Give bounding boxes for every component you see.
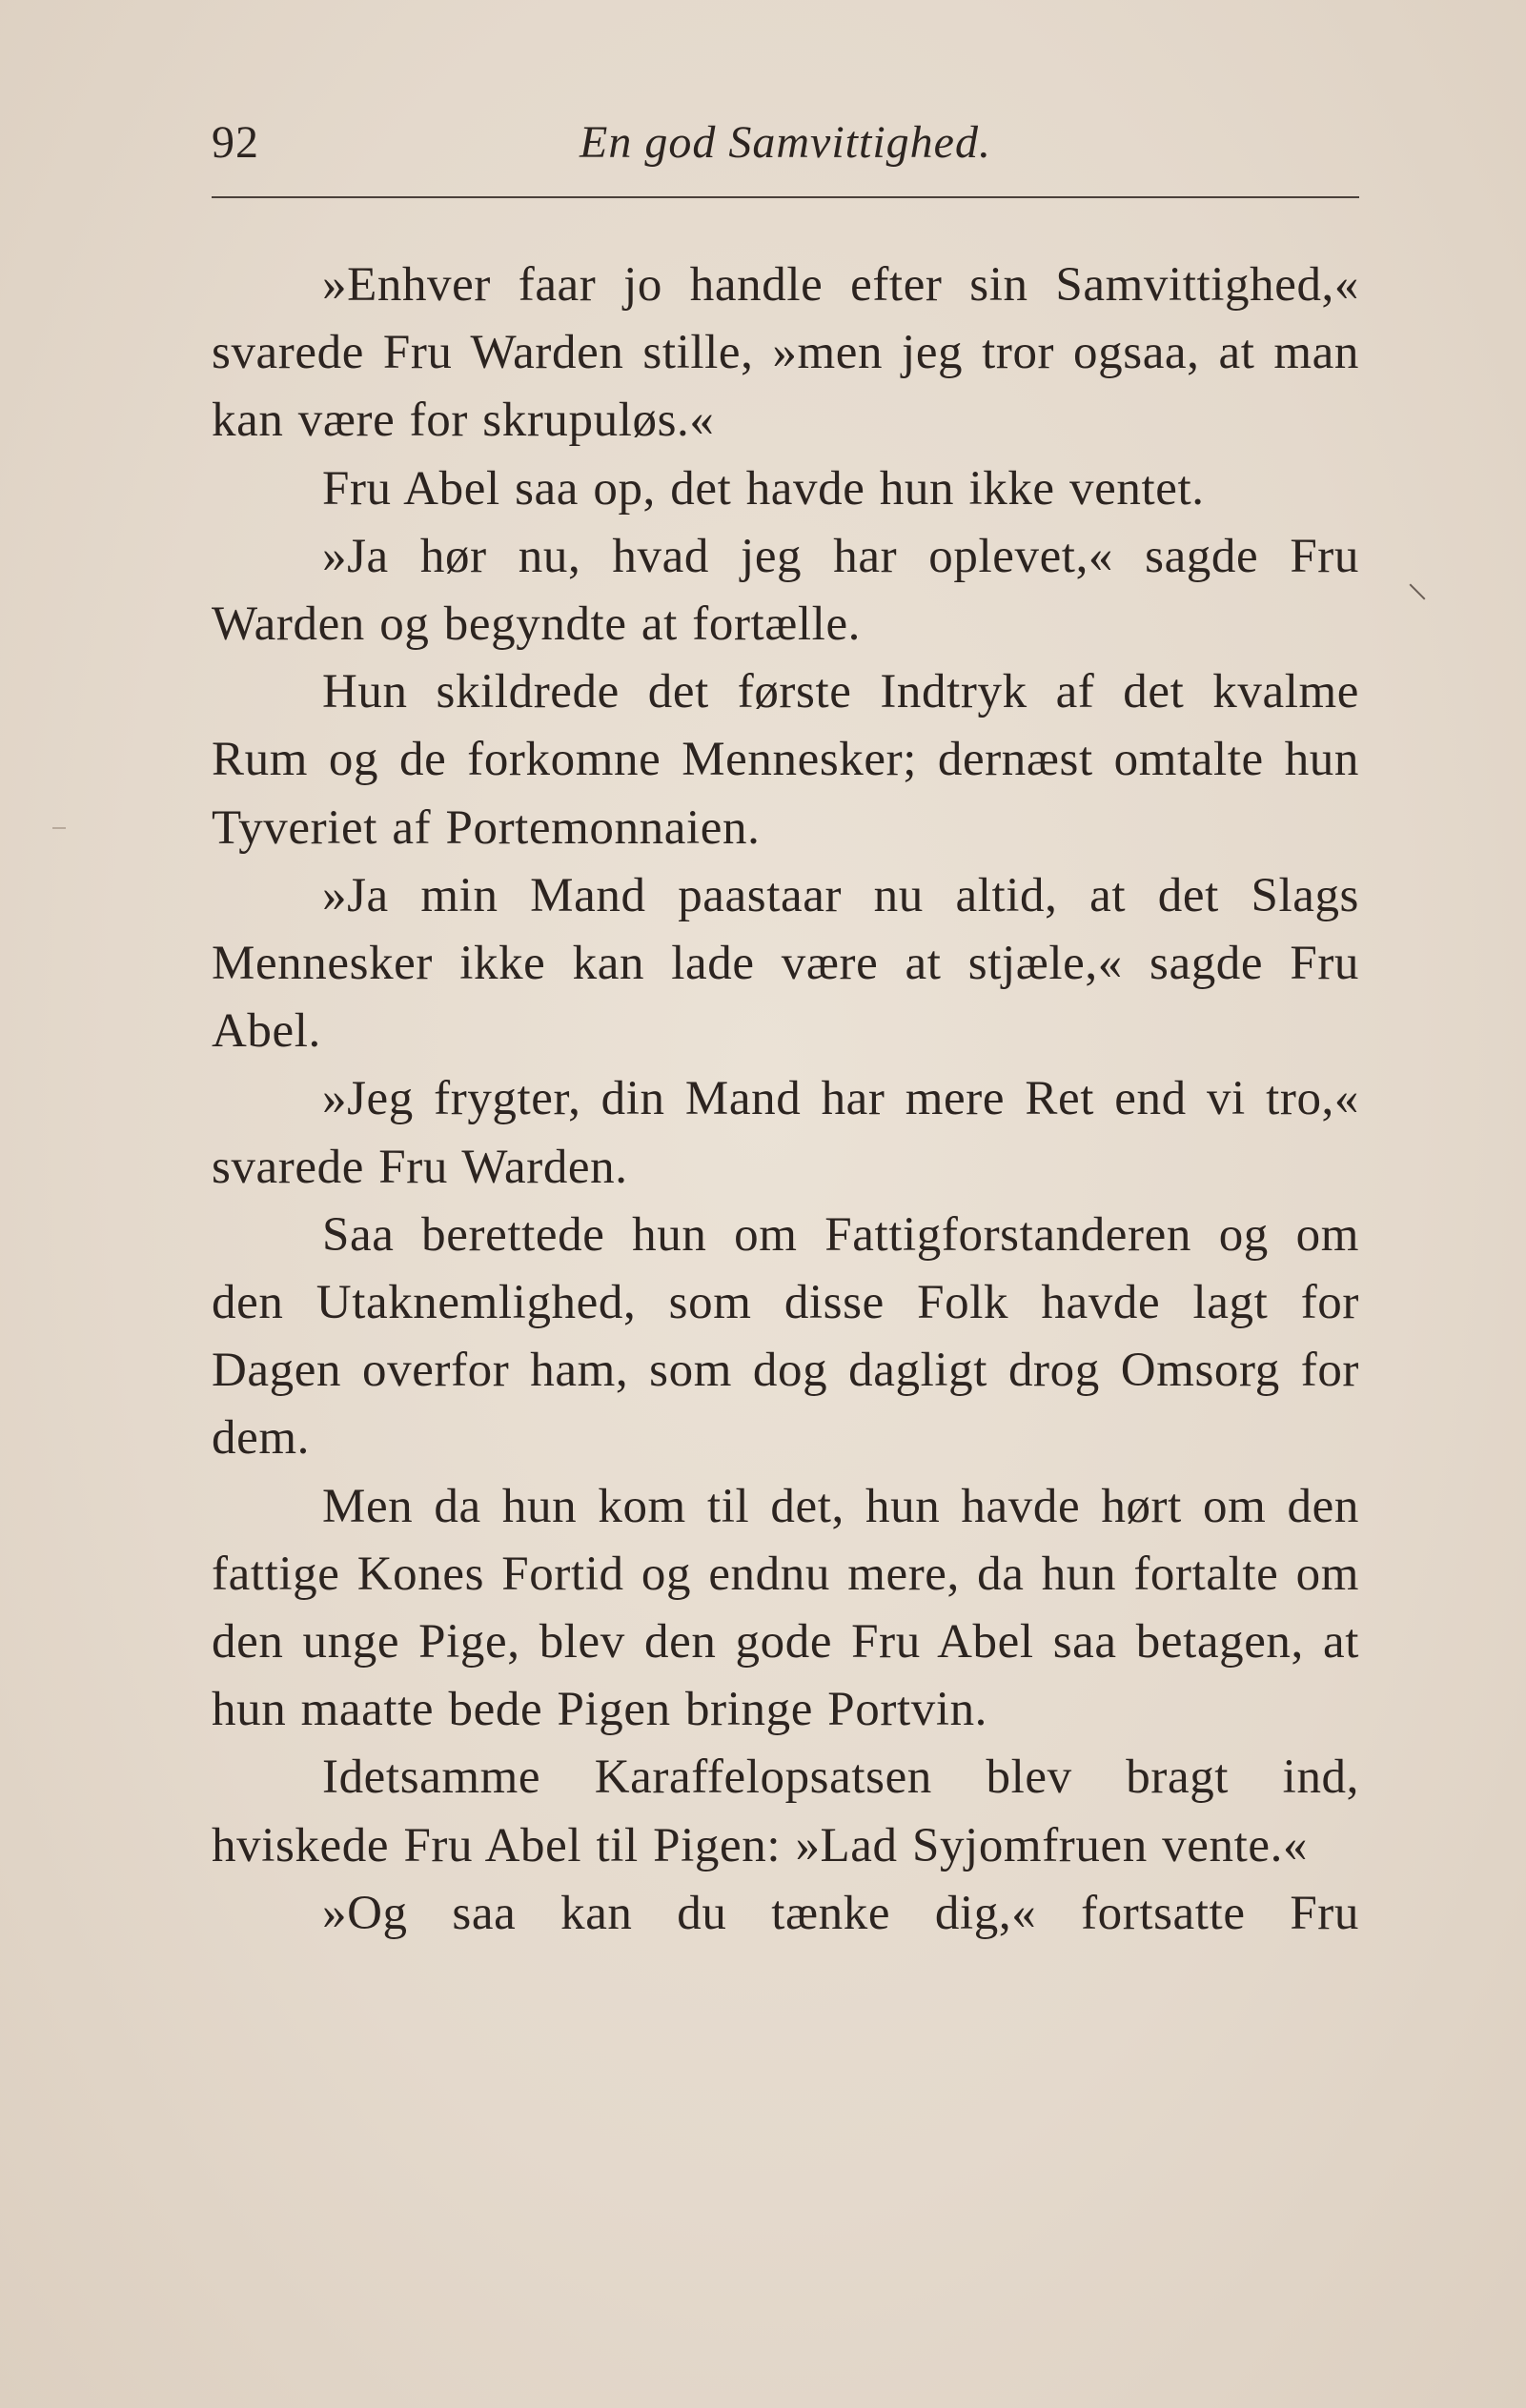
paragraph: »Ja min Mand paastaar nu altid, at det Slags Mennesker ikke kan lade være at stjæle,« sagde Fru Abel. bbox=[212, 868, 1359, 1059]
paragraph: »Ja hør nu, hvad jeg har oplevet,« sagde Fru Warden og begyndte at fortælle. bbox=[212, 529, 1359, 652]
page-number: 92 bbox=[212, 117, 259, 168]
page-header bbox=[212, 114, 1359, 172]
paragraph: Men da hun kom til det, hun havde hørt om den fattige Kones Fortid og endnu mere, da hun fortalte om den unge Pige, blev den gode Fru Abel saa betagen, at hun maatte bede Pigen bringe Portvin. bbox=[212, 1479, 1359, 1737]
body-text bbox=[212, 252, 1359, 1948]
header-rule bbox=[212, 196, 1359, 198]
paragraph: Idetsamme Karaffelopsatsen blev bragt ind, hviskede Fru Abel til Pigen: »Lad Syjomfruen vente.« bbox=[212, 1750, 1359, 1872]
paragraph: Saa berettede hun om Fattigforstanderen og om den Utaknemlighed, som disse Folk havde lagt for Dagen overfor ham, som dog dagligt drog Omsorg for dem. bbox=[212, 1207, 1359, 1466]
paragraph: Fru Abel saa op, det havde hun ikke ventet. bbox=[322, 461, 1205, 516]
paragraph: »Og saa kan du tænke dig,« fortsatte Fru bbox=[322, 1886, 1359, 1940]
margin-mark bbox=[1410, 584, 1426, 600]
paragraph: Hun skildrede det første Indtryk af det kvalme Rum og de forkomne Mennesker; dernæst omtalte hun Tyveriet af Portemonnaien. bbox=[212, 665, 1359, 855]
margin-mark bbox=[52, 827, 66, 829]
paragraph: »Jeg frygter, din Mand har mere Ret end vi tro,« svarede Fru Warden. bbox=[212, 1072, 1359, 1194]
paragraph: »Enhver faar jo handle efter sin Samvittighed,« svarede Fru Warden stille, »men jeg tror ogsaa, at man kan være for skrupuløs.« bbox=[212, 258, 1359, 448]
running-title: En god Samvittighed. bbox=[580, 117, 991, 168]
